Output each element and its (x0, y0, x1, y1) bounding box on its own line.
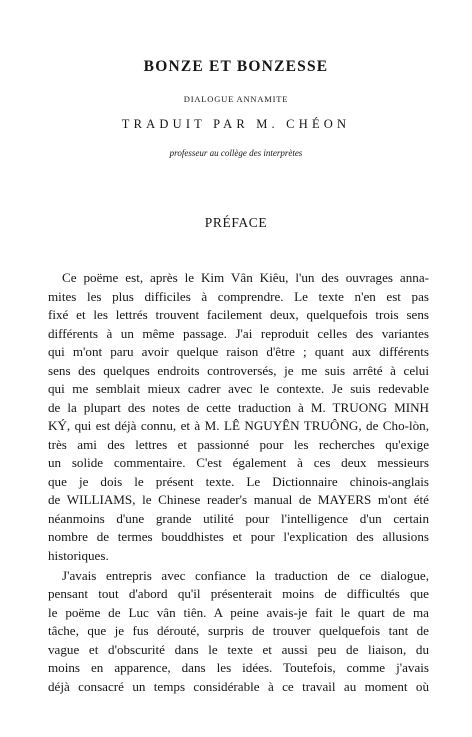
page-subtitle: DIALOGUE ANNAMITE (183, 94, 289, 104)
text-line: sens des quelques endroits controversés, je me suis arrêté à celui (48, 363, 429, 378)
text-line: très ami des lettres et passionné pour les recherches qu'exige (48, 437, 429, 452)
text-line: de WILLIAMS, le Chinese reader's manual de MAYERS m'ont été (48, 492, 429, 507)
translator-line: TRADUIT PAR M. CHÉON (121, 117, 351, 131)
text-line: historiques. (48, 548, 109, 563)
text-line: nombre de termes bouddhistes et pour l'explication des allusions (48, 529, 429, 544)
text-line: tâche, que je fus dérouté, surpris de trouver quelquefois tant de (48, 623, 429, 638)
text-line: moins en apparence, dans les idées. Toutefois, comme j'avais (48, 660, 429, 675)
text-line: J'avais entrepris avec confiance la traduction de ce dialogue, (62, 568, 429, 583)
text-line: néanmoins d'une grande utilité pour l'intelligence d'un certain (48, 511, 429, 526)
text-line: le poëme de Luc vân tiên. A peine avais-je fait le quart de ma (48, 605, 429, 620)
page-title: BONZE ET BONZESSE (143, 58, 329, 75)
text-line: différents à un même passage. J'ai reproduit celles des variantes (48, 326, 429, 341)
translator-affiliation: professeur au collège des interprètes (169, 148, 303, 158)
text-line: qui m'ont paru avoir quelque raison d'être ; quant aux différents (48, 344, 429, 359)
text-line: vague et d'obscurité dans le texte et aussi peu de liaison, du (48, 642, 429, 657)
text-line: fixé et les lettrés trouvent facilement deux, quelquefois trois sens (48, 307, 429, 322)
text-line: KÝ, qui est déjà connu, et à M. LÊ NGUYÊN TRUÔNG, de Cho-lòn, (48, 418, 429, 433)
text-line: que je dois le présent texte. Le Dictionnaire chinois-anglais (48, 474, 429, 489)
text-line: pensant tout d'abord qu'il présenterait moins de difficultés que (48, 586, 429, 601)
text-line: de la plupart des notes de cette traduction à M. TRUONG MINH (48, 400, 429, 415)
text-line: qui me semblait mieux cadrer avec le contexte. Je suis redevable (48, 381, 429, 396)
text-line: Ce poëme est, après le Kim Vân Kiêu, l'un des ouvrages anna- (62, 270, 429, 285)
text-line: un solide commentaire. C'est également à ces deux messieurs (48, 455, 429, 470)
text-line: mites les plus difficiles à comprendre. Le texte n'en est pas (48, 289, 429, 304)
section-heading: PRÉFACE (204, 215, 268, 230)
text-line: déjà consacré un temps considérable à ce travail au moment où (48, 679, 429, 694)
